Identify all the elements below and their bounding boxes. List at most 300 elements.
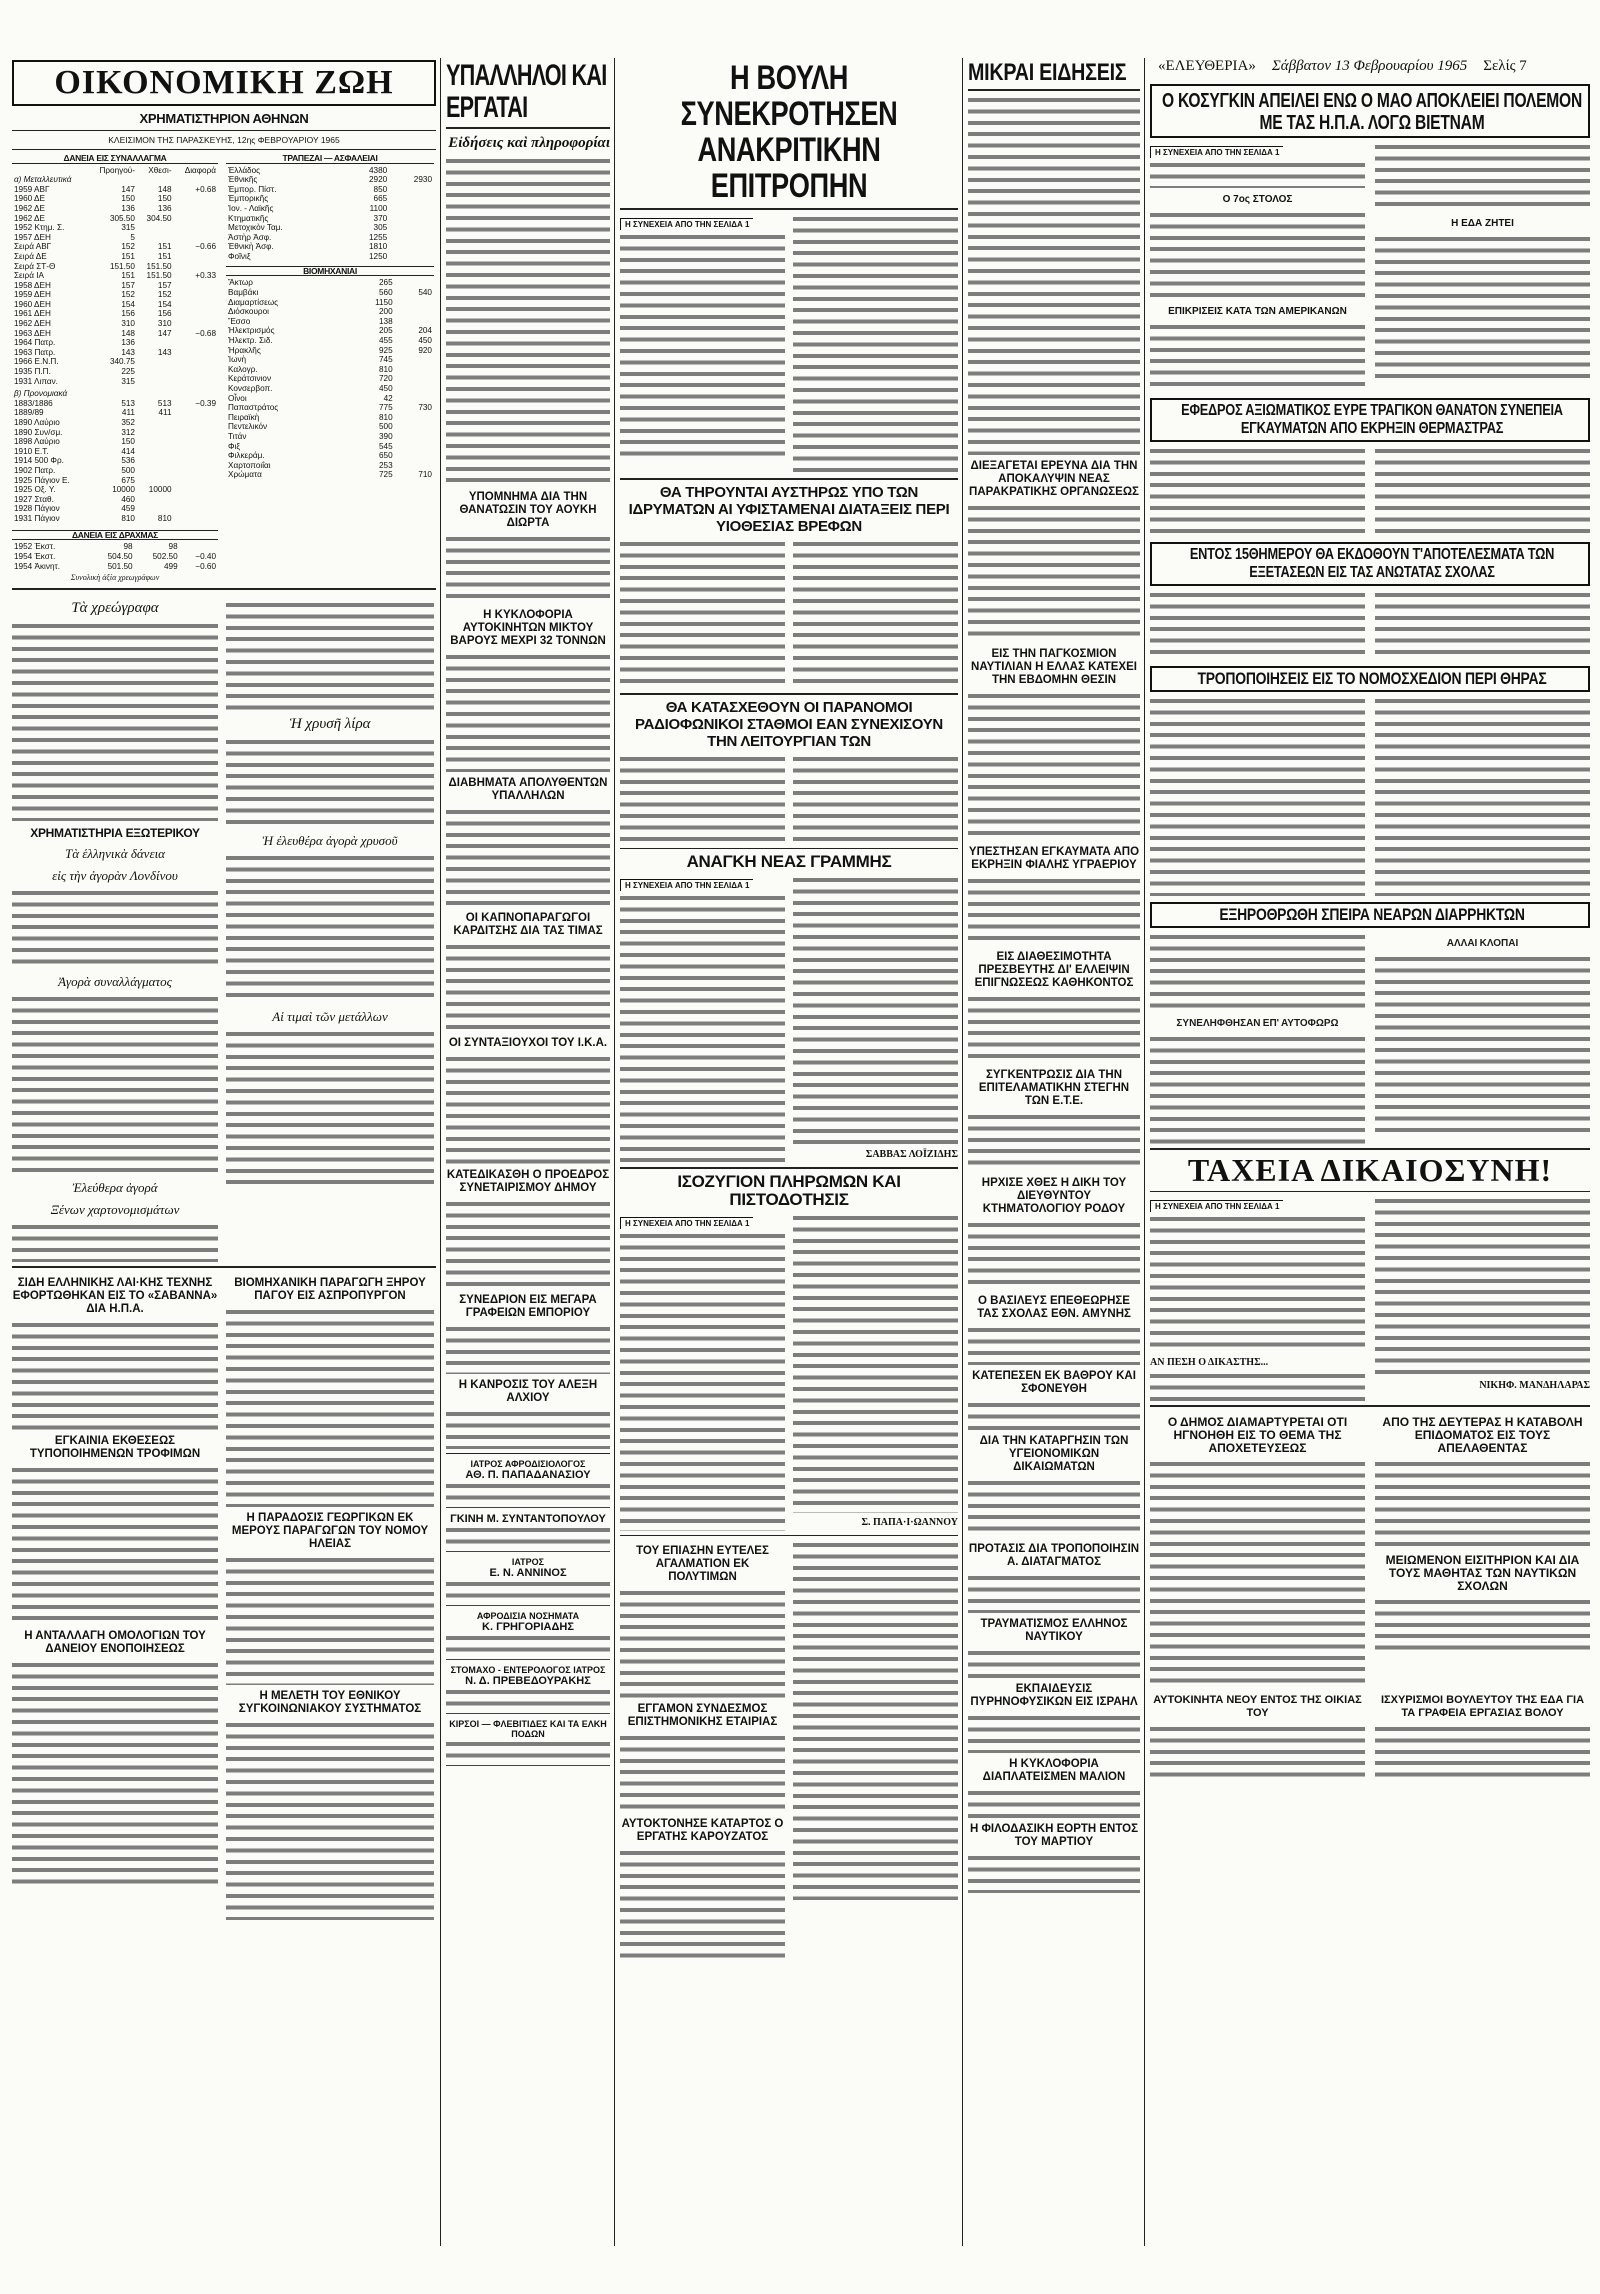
- table-row: [226, 355, 434, 365]
- table-cell: Διόσκουροι: [228, 307, 269, 317]
- table-cell: 150: [157, 194, 172, 204]
- table-cell: 725: [379, 470, 393, 480]
- article-box: [1150, 542, 1590, 586]
- ad-title: ΚΙΡΣΟΙ — ΦΛΕΒΙΤΙΔΕΣ ΚΑΙ ΤΑ ΕΛΚΗ ΠΟΔΩΝ: [449, 1719, 607, 1739]
- table-cell: Χρώματα: [228, 470, 262, 480]
- table-cell: Κτηματικῆς: [228, 213, 269, 223]
- table-cell: 253: [379, 460, 393, 470]
- ad-name: ΓΚΙΝΗ Μ. ΣΥΝΤΑΝΤΟΠΟΥΛΟΥ: [450, 1513, 606, 1525]
- table-cell: 143: [157, 347, 172, 357]
- table-cell: [137, 367, 174, 377]
- table-row: [226, 166, 434, 176]
- continued-tag: Η ΣΥΝΕΧΕΙΑ ΑΠΟ ΤΗΝ ΣΕΛΙΔΑ 1: [620, 879, 753, 891]
- table-cell: [174, 214, 218, 224]
- lead-box: [1150, 84, 1590, 138]
- table-row: [12, 348, 218, 358]
- table-cell: 925: [379, 345, 393, 355]
- article-headline: ΕΚΠΑΙΔΕΥΣΙΣ ΠΥΡΗΝΟΦΥΣΙΚΩΝ ΕΙΣ ΙΣΡΑΗΛ: [970, 1683, 1138, 1709]
- table-cell: 148: [157, 184, 172, 194]
- table-cell: 1962 ΔΕΗ: [14, 319, 51, 329]
- table-cell: [174, 223, 218, 233]
- table-cell: Ἄκτωρ: [228, 278, 253, 288]
- greek-loans-heading: Τὰ ἑλληνικὰ δάνεια: [64, 845, 166, 861]
- table-cell: 850: [373, 184, 388, 194]
- table-row: [12, 562, 218, 572]
- table-cell: −0.68: [195, 328, 216, 338]
- table-cell: 1889/89: [14, 408, 44, 418]
- parliament-column: [620, 60, 958, 2246]
- table-row: [226, 451, 434, 461]
- table-cell: 1910 Ε.Τ.: [14, 446, 49, 456]
- table-cell: [174, 408, 218, 418]
- table-row: [12, 262, 218, 272]
- bonds-subhead: α) Μεταλλευτικά: [14, 175, 72, 185]
- table-cell: Παπαστράτος: [228, 403, 279, 413]
- table-cell: 151: [157, 242, 172, 252]
- banks-table: [226, 154, 434, 583]
- table-cell: [174, 377, 218, 387]
- table-cell: Φιλκεράμ.: [228, 451, 265, 461]
- table-row: [12, 495, 218, 505]
- table-cell: [174, 319, 218, 329]
- table-cell: 1925 Οξ. Υ.: [14, 485, 56, 495]
- table-cell: 154: [157, 299, 172, 309]
- table-row: [12, 194, 218, 204]
- table-cell: [395, 432, 434, 442]
- table-cell: Διαμαρτίσεως: [228, 297, 279, 307]
- table-cell: Ἰωνὴ: [228, 355, 247, 365]
- article-headline: ΥΠΟΜΝΗΜΑ ΔΙΑ ΤΗΝ ΘΑΝΑΤΩΣΙΝ ΤΟΥ ΑΟΥΚΗ ΔΙΩΡΤΑ: [459, 491, 597, 529]
- article-headline: ΕΞΗΡΟΘΡΩΘΗ ΣΠΕΙΡΑ ΝΕΑΡΩΝ ΔΙΑΡΡΗΚΤΩΝ: [1219, 904, 1525, 924]
- table-cell: +0.68: [195, 184, 216, 194]
- table-cell: 10000: [112, 485, 135, 495]
- paper-market-heading: Ξένων χαρτονομισμάτων: [50, 1201, 180, 1217]
- table-cell: 650: [379, 451, 393, 461]
- table-cell: 151.50: [146, 271, 172, 281]
- table-cell: 352: [121, 418, 135, 427]
- ad-name: Ε. Ν. ΑΝΝΙΝΟΣ: [489, 1567, 567, 1579]
- article-subhead: Η ΕΔΑ ΖΗΤΕΙ: [1451, 218, 1514, 229]
- table-cell: 310: [121, 319, 135, 329]
- table-cell: [389, 252, 434, 262]
- table-cell: 151: [157, 251, 172, 261]
- table-row: [12, 542, 218, 552]
- table-cell: [174, 300, 218, 310]
- table-cell: 1902 Πατρ.: [14, 465, 56, 475]
- table-row: [12, 514, 218, 524]
- table-row: [226, 470, 434, 480]
- table-cell: 460: [121, 494, 135, 504]
- table-cell: [137, 233, 174, 243]
- classified-ad: [446, 1557, 610, 1606]
- table-cell: −0.39: [195, 398, 216, 408]
- table-cell: 1925 Πάγιον Ε.: [14, 475, 70, 485]
- article-headline: ΕΦΕΔΡΟΣ ΑΞΙΩΜΑΤΙΚΟΣ ΕΥΡΕ ΤΡΑΓΙΚΟΝ ΘΑΝΑΤΟΝ ΣΥΝΕΠΕΙΑ ΕΓΚΑΥΜΑΤΩΝ ΑΠΟ ΕΚΡΗΞΙΝ ΘΕΡΜΑΣΤΡΑΣ: [1181, 402, 1563, 437]
- table-cell: [137, 338, 174, 348]
- table-cell: [137, 437, 174, 447]
- table-cell: 560: [379, 288, 393, 298]
- table-cell: [395, 461, 434, 471]
- ad-title: ΑΦΡΟΔΙΣΙΑ ΝΟΣΗΜΑΤΑ: [476, 1611, 580, 1621]
- classified-ad: [446, 1611, 610, 1660]
- table-row: [226, 432, 434, 442]
- table-cell: 499: [163, 561, 178, 571]
- table-cell: 1960 ΔΕΗ: [14, 299, 51, 309]
- table-cell: 1935 Π.Π.: [14, 367, 51, 377]
- table-cell: 545: [379, 441, 393, 451]
- folio-date: Σάββατον 13 Φεβρουαρίου 1965: [1271, 58, 1468, 74]
- table-cell: [174, 476, 218, 486]
- article-headline: ΕΙΣ ΔΙΑΘΕΣΙΜΟΤΗΤΑ ΠΡΕΣΒΕΥΤΗΣ ΔΙ' ΕΛΛΕΙΨΙΝ ΕΠΙΓΝΩΣΕΩΣ ΚΑΘΗΚΟΝΤΟΣ: [974, 951, 1134, 990]
- table-cell: 920: [418, 345, 432, 355]
- table-row: [12, 466, 218, 476]
- table-row: [12, 319, 218, 329]
- table-cell: 459: [121, 504, 135, 514]
- table-cell: 204: [418, 326, 432, 336]
- table-cell: 720: [379, 374, 393, 384]
- table-cell: [395, 413, 434, 423]
- article-subhead: ΑΛΛΑΙ ΚΛΟΠΑΙ: [1446, 937, 1519, 949]
- article-headline: ΑΥΤΟΚΤΟΝΗΣΕ ΚΑΤΑΡΤΟΣ Ο ΕΡΓΑΤΗΣ ΚΑΡΟΥΖΑΤΟΣ: [621, 1817, 784, 1843]
- table-cell: 1961 ΔΕΗ: [14, 309, 51, 319]
- table-cell: 455: [379, 335, 393, 345]
- table-cell: 500: [121, 465, 135, 475]
- table-row: [12, 485, 218, 495]
- table-cell: 147: [157, 328, 172, 338]
- table-cell: 304.50: [146, 213, 172, 223]
- table-row: [226, 442, 434, 452]
- table-cell: 156: [157, 309, 172, 319]
- table-cell: [174, 357, 218, 367]
- article-headline: ΒΙΟΜΗΧΑΝΙΚΗ ΠΑΡΑΓΩΓΗ ΞΗΡΟΥ ΠΑΓΟΥ ΕΙΣ ΑΣΠΡΟΠΥΡΓΟΝ: [234, 1276, 426, 1302]
- table-cell: 1250: [368, 251, 388, 261]
- table-cell: 136: [121, 338, 135, 348]
- london-market-heading: εἰς τὴν ἀγορὰν Λονδίνου: [52, 867, 178, 883]
- table-row: [12, 357, 218, 367]
- table-cell: Καλογρ.: [228, 364, 258, 374]
- table-cell: −0.66: [195, 242, 216, 252]
- justice-subhead: ΑΝ ΠΕΣΗ Ο ΔΙΚΑΣΤΗΣ...: [1150, 1357, 1269, 1369]
- table-cell: 730: [418, 403, 432, 413]
- table-cell: 305.50: [109, 213, 135, 223]
- table-cell: 775: [379, 403, 393, 413]
- table-row: [226, 413, 434, 423]
- article-headline: ΔΙΑΒΗΜΑΤΑ ΑΠΟΛΥΘΕΝΤΩΝ ΥΠΑΛΛΗΛΩΝ: [448, 777, 608, 802]
- table-cell: [395, 307, 434, 317]
- table-row: [226, 298, 434, 308]
- table-row: [12, 476, 218, 486]
- table-cell: +0.33: [195, 271, 216, 281]
- table-cell: 1928 Πάγιον: [14, 504, 60, 514]
- table-cell: 225: [121, 367, 135, 377]
- classified-ad: [446, 1513, 610, 1552]
- table-cell: [137, 504, 174, 514]
- table-cell: 411: [158, 408, 172, 418]
- article-headline: ΠΡΟΤΑΣΙΣ ΔΙΑ ΤΡΟΠΟΠΟΙΗΣΙΝ Α. ΔΙΑΤΑΓΜΑΤΟΣ: [968, 1543, 1140, 1569]
- table-cell: Ἐθνικὴ Ἀσφ.: [228, 242, 274, 252]
- table-cell: 500: [379, 422, 393, 432]
- classified-ad: [446, 1459, 610, 1508]
- table-cell: 450: [379, 383, 393, 393]
- table-cell: 745: [379, 355, 393, 365]
- industry-table-title: ΒΙΟΜΗΧΑΝΙΑΙ: [226, 266, 434, 277]
- table-row: [12, 447, 218, 457]
- classified-ad: [446, 1665, 610, 1714]
- folio-paper: «ΕΛΕΥΘΕΡΙΑ»: [1158, 58, 1256, 74]
- table-cell: [389, 242, 434, 252]
- table-cell: [174, 418, 218, 428]
- page-folio: [1158, 58, 1588, 75]
- article-subhead: Ο 7ος ΣΤΟΛΟΣ: [1222, 194, 1293, 205]
- closing-line: ΚΛΕΙΣΙΜΟΝ ΤΗΣ ΠΑΡΑΣΚΕΥΗΣ, 12ης ΦΕΒΡΟΥΑΡΙΟΥ 1965: [108, 134, 340, 145]
- table-cell: [389, 233, 434, 243]
- table-cell: [174, 309, 218, 319]
- table-cell: 143: [121, 347, 135, 357]
- table-cell: [174, 348, 218, 358]
- workers-subhead: Εἰδήσεις καὶ πληροφορίαι: [448, 135, 610, 151]
- col-head: Προηγού-: [99, 165, 135, 175]
- table-cell: 156: [121, 309, 135, 319]
- table-row: [12, 252, 218, 262]
- table-cell: [395, 442, 434, 452]
- table-cell: 138: [379, 316, 393, 326]
- table-row: [12, 281, 218, 291]
- table-cell: [174, 204, 218, 214]
- table-row: [226, 403, 434, 413]
- table-cell: [137, 357, 174, 367]
- short-news-headline: ΜΙΚΡΑΙ ΕΙΔΗΣΕΙΣ: [968, 60, 1127, 86]
- table-cell: Φοῖνιξ: [228, 251, 251, 261]
- table-cell: 305: [373, 223, 388, 233]
- table-cell: 501.50: [107, 561, 133, 571]
- article-headline: ΑΠΟ ΤΗΣ ΔΕΥΤΕΡΑΣ Η ΚΑΤΑΒΟΛΗ ΕΠΙΔΟΜΑΤΟΣ ΕΙΣ ΤΟΥΣ ΑΠΕΛΑΘΕΝΤΑΣ: [1382, 1415, 1583, 1456]
- article-headline: ΥΠΕΣΤΗΣΑΝ ΕΓΚΑΥΜΑΤΑ ΑΠΟ ΕΚΡΗΞΙΝ ΦΙΑΛΗΣ ΥΓΡΑΕΡΙΟΥ: [968, 846, 1140, 872]
- table-cell: 513: [121, 398, 135, 408]
- table-cell: 1952 Κτημ. Σ.: [14, 223, 65, 233]
- table-cell: Ἑλλάδος: [228, 165, 261, 175]
- table-cell: Τιτάν: [228, 431, 247, 441]
- table-cell: [137, 223, 174, 233]
- table-cell: 1810: [368, 242, 388, 252]
- article-headline: ΕΝΤΟΣ 15ΘΗΜΕΡΟΥ ΘΑ ΕΚΔΟΘΟΥΝ Τ'ΑΠΟΤΕΛΕΣΜΑΤΑ ΤΩΝ ΕΞΕΤΑΣΕΩΝ ΕΙΣ ΤΑΣ ΑΝΩΤΑΤΑΣ ΣΧΟΛΑΣ: [1189, 546, 1555, 581]
- table-cell: 205: [379, 326, 393, 336]
- economy-masthead: ΟΙΚΟΝΟΜΙΚΗ ΖΩΗ: [12, 60, 436, 106]
- article-headline: ΑΝΑΓΚΗ ΝΕΑΣ ΓΡΑΜΜΗΣ: [686, 852, 892, 871]
- table-row: [12, 233, 218, 243]
- table-cell: 310: [157, 319, 172, 329]
- table-row: [226, 214, 434, 224]
- table-row: [226, 242, 434, 252]
- table-cell: Οἶνοι: [228, 393, 247, 403]
- article-headline: ΤΟΥ ΕΠΙΑΣΗΝ ΕΥΤΕΛΕΣ ΑΓΑΛΜΑΤΙΟΝ ΕΚ ΠΟΛΥΤΙΜΩΝ: [636, 1544, 769, 1583]
- table-cell: [137, 476, 174, 486]
- table-cell: 340.75: [109, 357, 135, 367]
- ad-name: Κ. ΓΡΗΓΟΡΙΑΔΗΣ: [482, 1621, 574, 1633]
- ad-title: ΣΤΟΜΑΧΟ - ΕΝΤΕΡΟΛΟΓΟΣ ΙΑΤΡΟΣ: [450, 1665, 606, 1675]
- table-cell: 1963 Πατρ.: [14, 347, 56, 357]
- table-cell: 810: [379, 364, 393, 374]
- table-cell: 148: [121, 328, 135, 338]
- table-row: [226, 461, 434, 471]
- table-cell: 152: [157, 290, 172, 300]
- table-cell: [137, 456, 174, 466]
- table-row: [12, 428, 218, 438]
- table-cell: 1100: [369, 203, 388, 213]
- table-row: [12, 309, 218, 319]
- column-rule: [614, 58, 615, 2246]
- table-cell: [174, 428, 218, 438]
- column-rule: [962, 58, 963, 2246]
- table-cell: 1883/1886: [14, 398, 53, 408]
- table-cell: 675: [121, 475, 135, 485]
- table-cell: 540: [418, 288, 432, 298]
- table-cell: [174, 466, 218, 476]
- table-cell: [174, 437, 218, 447]
- table-row: [12, 271, 218, 281]
- table-cell: Σειρά ΑΒΓ: [14, 242, 52, 252]
- table-cell: 151.50: [146, 261, 172, 271]
- table-cell: Ἐθνικῆς: [228, 175, 258, 185]
- article-headline: Η ΚΥΚΛΟΦΟΡΙΑ ΔΙΑΠΛΑΤΕΙΣΜΕΝ ΜΑΛΙΟΝ: [982, 1758, 1126, 1784]
- article-headline: Η ΑΝΤΑΛΛΑΓΗ ΟΜΟΛΟΓΙΩΝ ΤΟΥ ΔΑΝΕΙΟΥ ΕΝΟΠΟΙΗΣΕΩΣ: [24, 1629, 206, 1655]
- classified-ads: [446, 1459, 610, 1766]
- table-cell: [174, 456, 218, 466]
- table-cell: 513: [157, 398, 172, 408]
- table-cell: 147: [121, 184, 135, 194]
- table-row: [12, 185, 218, 195]
- table-cell: Ἔσσο: [228, 316, 251, 326]
- table-cell: [174, 290, 218, 300]
- table-cell: [395, 317, 434, 327]
- table-row: [12, 204, 218, 214]
- table-row: [12, 214, 218, 224]
- table-row: [226, 336, 434, 346]
- table-cell: Κεράτσινιον: [228, 374, 272, 384]
- table-row: [12, 300, 218, 310]
- table-row: [12, 456, 218, 466]
- table-cell: [137, 377, 174, 387]
- newspaper-page: [8, 8, 1594, 2286]
- table-cell: 42: [383, 393, 393, 403]
- table-cell: [137, 447, 174, 457]
- table-cell: [389, 185, 434, 195]
- table-row: [226, 278, 434, 288]
- table-cell: 1255: [368, 232, 388, 242]
- banks-table-title: ΤΡΑΠΕΖΑΙ — ΑΣΦΑΛΕΙΑΙ: [226, 154, 434, 164]
- continued-tag: Η ΣΥΝΕΧΕΙΑ ΑΠΟ ΤΗΝ ΣΕΛΙΔΑ 1: [1150, 146, 1283, 158]
- table-cell: [389, 204, 434, 214]
- table-cell: [137, 428, 174, 438]
- article-headline: ΕΙΣ ΤΗΝ ΠΑΓΚΟΣΜΙΟΝ ΝΑΥΤΙΛΙΑΝ Η ΕΛΛΑΣ ΚΑΤΕΧΕΙ ΤΗΝ ΕΒΔΟΜΗΝ ΘΕΣΙΝ: [971, 648, 1137, 687]
- gold-heading: Ἡ χρυσῆ λίρα: [289, 716, 371, 733]
- table-cell: 150: [121, 437, 135, 447]
- table-row: [226, 374, 434, 384]
- table-cell: [180, 542, 218, 552]
- article-headline: ΙΣΧΥΡΙΣΜΟΙ ΒΟΥΛΕΥΤΟΥ ΤΗΣ ΕΔΑ ΓΙΑ ΤΑ ΓΡΑΦΕΙΑ ΕΡΓΑΣΙΑΣ ΒΟΛΟΥ: [1380, 1694, 1585, 1720]
- table-cell: 136: [157, 203, 172, 213]
- table-cell: [389, 214, 434, 224]
- table-cell: Πειραϊκὴ: [228, 412, 260, 422]
- metals-heading: Αἱ τιμαὶ τῶν μετάλλων: [272, 1009, 388, 1025]
- table-row: [226, 326, 434, 336]
- author-signature: ΣΑΒΒΑΣ ΛΟΪΖΙΔΗΣ: [865, 1148, 958, 1160]
- table-cell: 1931 Λιπαν.: [14, 376, 58, 386]
- table-cell: 665: [373, 194, 388, 204]
- article-headline: Η ΚΑΝΡΟΣΙΣ ΤΟΥ ΑΛΕΞΗ ΑΛΧΙΟΥ: [458, 1379, 598, 1404]
- table-cell: 150: [121, 194, 135, 204]
- article-headline: ΣΥΝΕΔΡΙΟΝ ΕΙΣ ΜΕΓΑΡΑ ΓΡΑΦΕΙΩΝ ΕΜΠΟΡΙΟΥ: [459, 1294, 597, 1319]
- table-cell: [174, 194, 218, 204]
- table-row: [12, 338, 218, 348]
- table-cell: Βαμβάκι: [228, 288, 259, 298]
- table-cell: 710: [418, 470, 432, 480]
- justice-headline: ΤΑΧΕΙΑ ΔΙΚΑΙΟΣΥΝΗ!: [1187, 1151, 1553, 1188]
- table-cell: Σειρά ΔΕ: [14, 251, 47, 261]
- article-headline: ΤΡΑΥΜΑΤΙΣΜΟΣ ΕΛΛΗΝΟΣ ΝΑΥΤΙΚΟΥ: [980, 1618, 1128, 1644]
- table-cell: 504.50: [107, 552, 133, 562]
- article-headline: ΑΥΤΟΚΙΝΗΤΑ ΝΕΟΥ ΕΝΤΟΣ ΤΗΣ ΟΙΚΙΑΣ ΤΟΥ: [1153, 1694, 1362, 1720]
- table-cell: 4380: [368, 165, 388, 175]
- securities-heading: Τὰ χρεώγραφα: [71, 600, 159, 617]
- table-cell: [137, 418, 174, 428]
- table-cell: 1890 Λαύριο: [14, 418, 60, 427]
- table-cell: 98: [123, 542, 133, 552]
- short-news-column: [968, 60, 1140, 2246]
- article-headline: ΘΑ ΚΑΤΑΣΧΕΘΟΥΝ ΟΙ ΠΑΡΑΝΟΜΟΙ ΡΑΔΙΟΦΩΝΙΚΟΙ ΣΤΑΘΜΟΙ ΕΑΝ ΣΥΝΕΧΙΣΟΥΝ ΤΗΝ ΛΕΙΤΟΥΡΓΙΑΝ ΤΩΝ: [635, 699, 943, 750]
- table-cell: [389, 194, 434, 204]
- table-cell: [174, 252, 218, 262]
- table-cell: Ἡρακλῆς: [228, 345, 261, 355]
- parliament-headline: Η ΒΟΥΛΗ ΣΥΝΕΚΡΟΤΗΣΕΝ ΑΝΑΚΡΙΤΙΚΗΝ ΕΠΙΤΡΟΠΗΝ: [680, 60, 898, 205]
- folio-page: Σελίς 7: [1483, 58, 1527, 74]
- table-cell: [395, 394, 434, 404]
- column-rule: [1144, 58, 1145, 2246]
- table-cell: 450: [418, 335, 432, 345]
- table-cell: Ἠλεκτρ. Σιδ.: [228, 335, 273, 345]
- foreign-exchanges-heading: ΧΡΗΜΑΤΙΣΤΗΡΙΑ ΕΞΩΤΕΡΙΚΟΥ: [30, 826, 200, 841]
- table-cell: 1150: [375, 297, 393, 307]
- table-row: [226, 223, 434, 233]
- table-cell: Ἡλεκτρισμός: [228, 326, 275, 336]
- article-headline: Η ΦΙΛΟΔΑΣΙΚΗ ΕΟΡΤΗ ΕΝΤΟΣ ΤΟΥ ΜΑΡΤΙΟΥ: [969, 1823, 1139, 1849]
- table-cell: Φιξ: [228, 441, 241, 451]
- table-cell: 152: [121, 242, 135, 252]
- table-cell: 1890 Συν/σμ.: [14, 427, 63, 437]
- table-cell: 152: [121, 290, 135, 300]
- article-headline: ΟΙ ΚΑΠΝΟΠΑΡΑΓΩΓΟΙ ΚΑΡΔΙΤΣΗΣ ΔΙΑ ΤΑΣ ΤΙΜΑΣ: [453, 912, 603, 937]
- article-headline: ΕΓΓΑΜΟΝ ΣΥΝΔΕΣΜΟΣ ΕΠΙΣΤΗΜΟΝΙΚΗΣ ΕΤΑΙΡΙΑΣ: [627, 1702, 778, 1728]
- table-cell: [174, 447, 218, 457]
- table-cell: 157: [157, 280, 172, 290]
- table-cell: 151: [121, 271, 135, 281]
- bonds-table: [12, 154, 218, 583]
- table-cell: 151.50: [109, 261, 135, 271]
- table-row: [226, 288, 434, 298]
- table-row: [226, 365, 434, 375]
- continued-tag: Η ΣΥΝΕΧΕΙΑ ΑΠΟ ΤΗΝ ΣΕΛΙΔΑ 1: [620, 218, 753, 230]
- article-headline: ΣΥΓΚΕΝΤΡΩΣΙΣ ΔΙΑ ΤΗΝ ΕΠΙΤΕΛΑΜΑΤΙΚΗΝ ΣΤΕΓΗΝ ΤΩΝ Ε.Τ.Ε.: [978, 1069, 1130, 1108]
- table-row: [12, 223, 218, 233]
- table-cell: 1966 Ε.Ν.Π.: [14, 357, 59, 367]
- article-headline: ΗΡΧΙΣΕ ΧΘΕΣ Η ΔΙΚΗ ΤΟΥ ΔΙΕΥΘΥΝΤΟΥ ΚΤΗΜΑΤΟΛΟΓΙΟΥ ΡΟΔΟΥ: [981, 1177, 1127, 1216]
- table-cell: [395, 365, 434, 375]
- table-cell: [395, 374, 434, 384]
- table-row: [12, 290, 218, 300]
- bonds-subhead: β) Προνομιακά: [14, 389, 68, 399]
- table-cell: 10000: [148, 485, 172, 495]
- table-row: [226, 175, 434, 185]
- table-cell: 157: [121, 280, 135, 290]
